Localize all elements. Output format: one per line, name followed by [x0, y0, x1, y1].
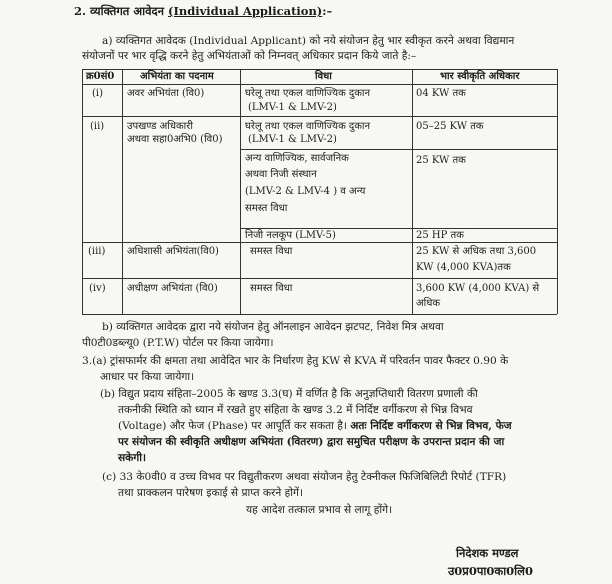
section3-a-line1: 3.(a) ट्रांसफार्मर की क्षमता तथा आवेदित भार के निर्धारण हेतु KW से KVA में परिवर्तन पावर फैक्टर 0.90 के — [82, 355, 509, 367]
section3-b-line3 — [118, 419, 512, 434]
heading-dash: :– — [322, 4, 333, 18]
signature-title: निदेशक मण्डल — [456, 546, 519, 560]
table-border-bottom — [82, 314, 557, 315]
row3-vidha: समस्त विधा — [250, 246, 293, 257]
row4-vidha: समस्त विधा — [250, 283, 293, 294]
row2c-vidha: निजी नलकूप (LMV-5) — [245, 230, 336, 241]
row1-sno: (i) — [92, 88, 104, 99]
para-b-line2: पी0टी0डब्ल्यू0 (P.T.W) पोर्टल पर किया जायेगा। — [82, 337, 274, 349]
table-header-sno: क्र0सं0 — [86, 71, 115, 82]
row2a-vidha-line2: (LMV-1 & LMV-2) — [248, 134, 337, 145]
table-border-right — [557, 69, 558, 314]
row3-designation: अधिशासी अभियंता(वि0) — [127, 246, 219, 257]
table-subrow-divider — [240, 228, 557, 229]
section3-c-line1: (c) 33 के0वी0 व उच्च विभव पर विद्युतीकरण अथवा संयोजन हेतु टेक्नीकल फिजिबिलिटी रिपोर्ट (TFR) — [102, 471, 507, 483]
table-border-left — [82, 69, 83, 314]
row4-authority-line1: 3,600 KW (4,000 KVA) से — [416, 283, 540, 294]
table-col-divider — [412, 69, 413, 314]
row4-sno: (iv) — [89, 283, 106, 294]
table-header-divider — [82, 84, 557, 85]
section-title-english: (Individual Application) — [168, 4, 323, 18]
table-header-designation: अभियंता का पदनाम — [140, 71, 214, 82]
table-subrow-divider — [240, 149, 557, 150]
signature-org: उ0प्र0पा0का0लि0 — [448, 564, 533, 578]
row1-authority: 04 KW तक — [416, 88, 466, 99]
table-header-vidha: विधा — [315, 71, 332, 82]
effect-statement: यह आदेश तत्काल प्रभाव से लागू होंगे। — [246, 504, 393, 516]
row2b-vidha-line4: समस्त विधा — [245, 203, 288, 214]
row2a-vidha-line1: घरेलू तथा एकल वाणिज्यिक दुकान — [245, 121, 371, 132]
table-row-divider — [82, 278, 557, 279]
table-row-divider — [82, 116, 557, 117]
table-header-authority: भार स्वीकृति अधिकार — [440, 71, 520, 82]
row2a-authority: 05–25 KW तक — [416, 121, 484, 132]
row3-sno: (iii) — [88, 246, 106, 257]
section-number: 2. — [74, 4, 87, 18]
row2b-vidha-line3: (LMV-2 & LMV-4 ) व अन्य — [245, 186, 366, 197]
row3-authority-line2: KW (4,000 KVA)तक — [416, 262, 511, 273]
row2b-vidha-line2: अथवा निजी संस्थान — [245, 169, 317, 180]
section3-c-line2: तथा प्राक्कलन पारेषण इकाई से प्राप्त करने होगें। — [118, 487, 303, 499]
table-col-divider — [122, 69, 123, 314]
row2c-authority: 25 HP तक — [416, 230, 464, 241]
para-a-line2: संयोजनों पर भार वृद्धि करने हेतु अभियंताओं को निम्नवत् अधिकार प्रदान किये जाते है:– — [82, 50, 417, 62]
section3-b-line3-normal: (Voltage) और फेज (Phase) पर आपूर्ति कर सकता है। — [118, 420, 347, 432]
section3-b-line5: सकेगी। — [118, 452, 147, 464]
section3-b-line2: तकनीकी स्थिति को ध्यान में रखते हुए संहिता के खण्ड 3.2 में निर्दिष्ट वर्गीकरण से भिन्न विभव — [118, 404, 473, 416]
row4-authority-line2: अधिक — [416, 298, 441, 309]
row2b-vidha-line1: अन्य वाणिज्यिक, सार्वजनिक — [245, 153, 349, 164]
row1-vidha-line1: घरेलू तथा एकल वाणिज्यिक दुकान — [245, 88, 371, 99]
section-title-hindi: व्यक्तिगत आवेदन — [90, 4, 165, 18]
para-b-line1: b) व्यक्तिगत आवेदक द्वारा नये संयोजन हेतु ऑनलाइन आवेदन झटपट, निवेश मित्र अथवा — [102, 321, 444, 333]
table-col-divider — [240, 69, 241, 314]
row2-designation-line2: अथवा सहा0अभि0 (वि0) — [127, 134, 223, 145]
row1-designation: अवर अभियंता (वि0) — [127, 88, 205, 99]
para-a-line1: a) व्यक्तिगत आवेदक (Individual Applicant) को नये संयोजन हेतु भार स्वीकृत करने अथवा विद्यमान — [102, 35, 515, 47]
row1-vidha-line2: (LMV-1 & LMV-2) — [248, 102, 337, 113]
section3-b-line4: पर संयोजन की स्वीकृति अधीक्षण अभियंता (वितरण) द्वारा समुचित परीक्षण के उपरान्त प्रदान की जा — [118, 436, 505, 448]
table-border-top — [82, 69, 557, 70]
section-heading — [74, 4, 332, 19]
row2-designation-line1: उपखण्ड अधिकारी — [127, 121, 193, 132]
row2b-authority: 25 KW तक — [416, 155, 466, 166]
row2-sno: (ii) — [90, 121, 105, 132]
row4-designation: अधीक्षण अभियंता (वि0) — [127, 283, 218, 294]
section3-b-line1: (b) विद्युत प्रदाय संहिता–2005 के खण्ड 3.3(घ) में वर्णित है कि अनुज्ञप्तिधारी वितरण प्रणाली की — [100, 388, 478, 400]
row3-authority-line1: 25 KW से अधिक तथा 3,600 — [416, 246, 537, 257]
section3-a-line2: आधार पर किया जायेगा। — [100, 371, 195, 383]
section3-b-line3-bold: अतः निर्दिष्ट वर्गीकरण से भिन्न विभव, फेज — [350, 420, 512, 432]
